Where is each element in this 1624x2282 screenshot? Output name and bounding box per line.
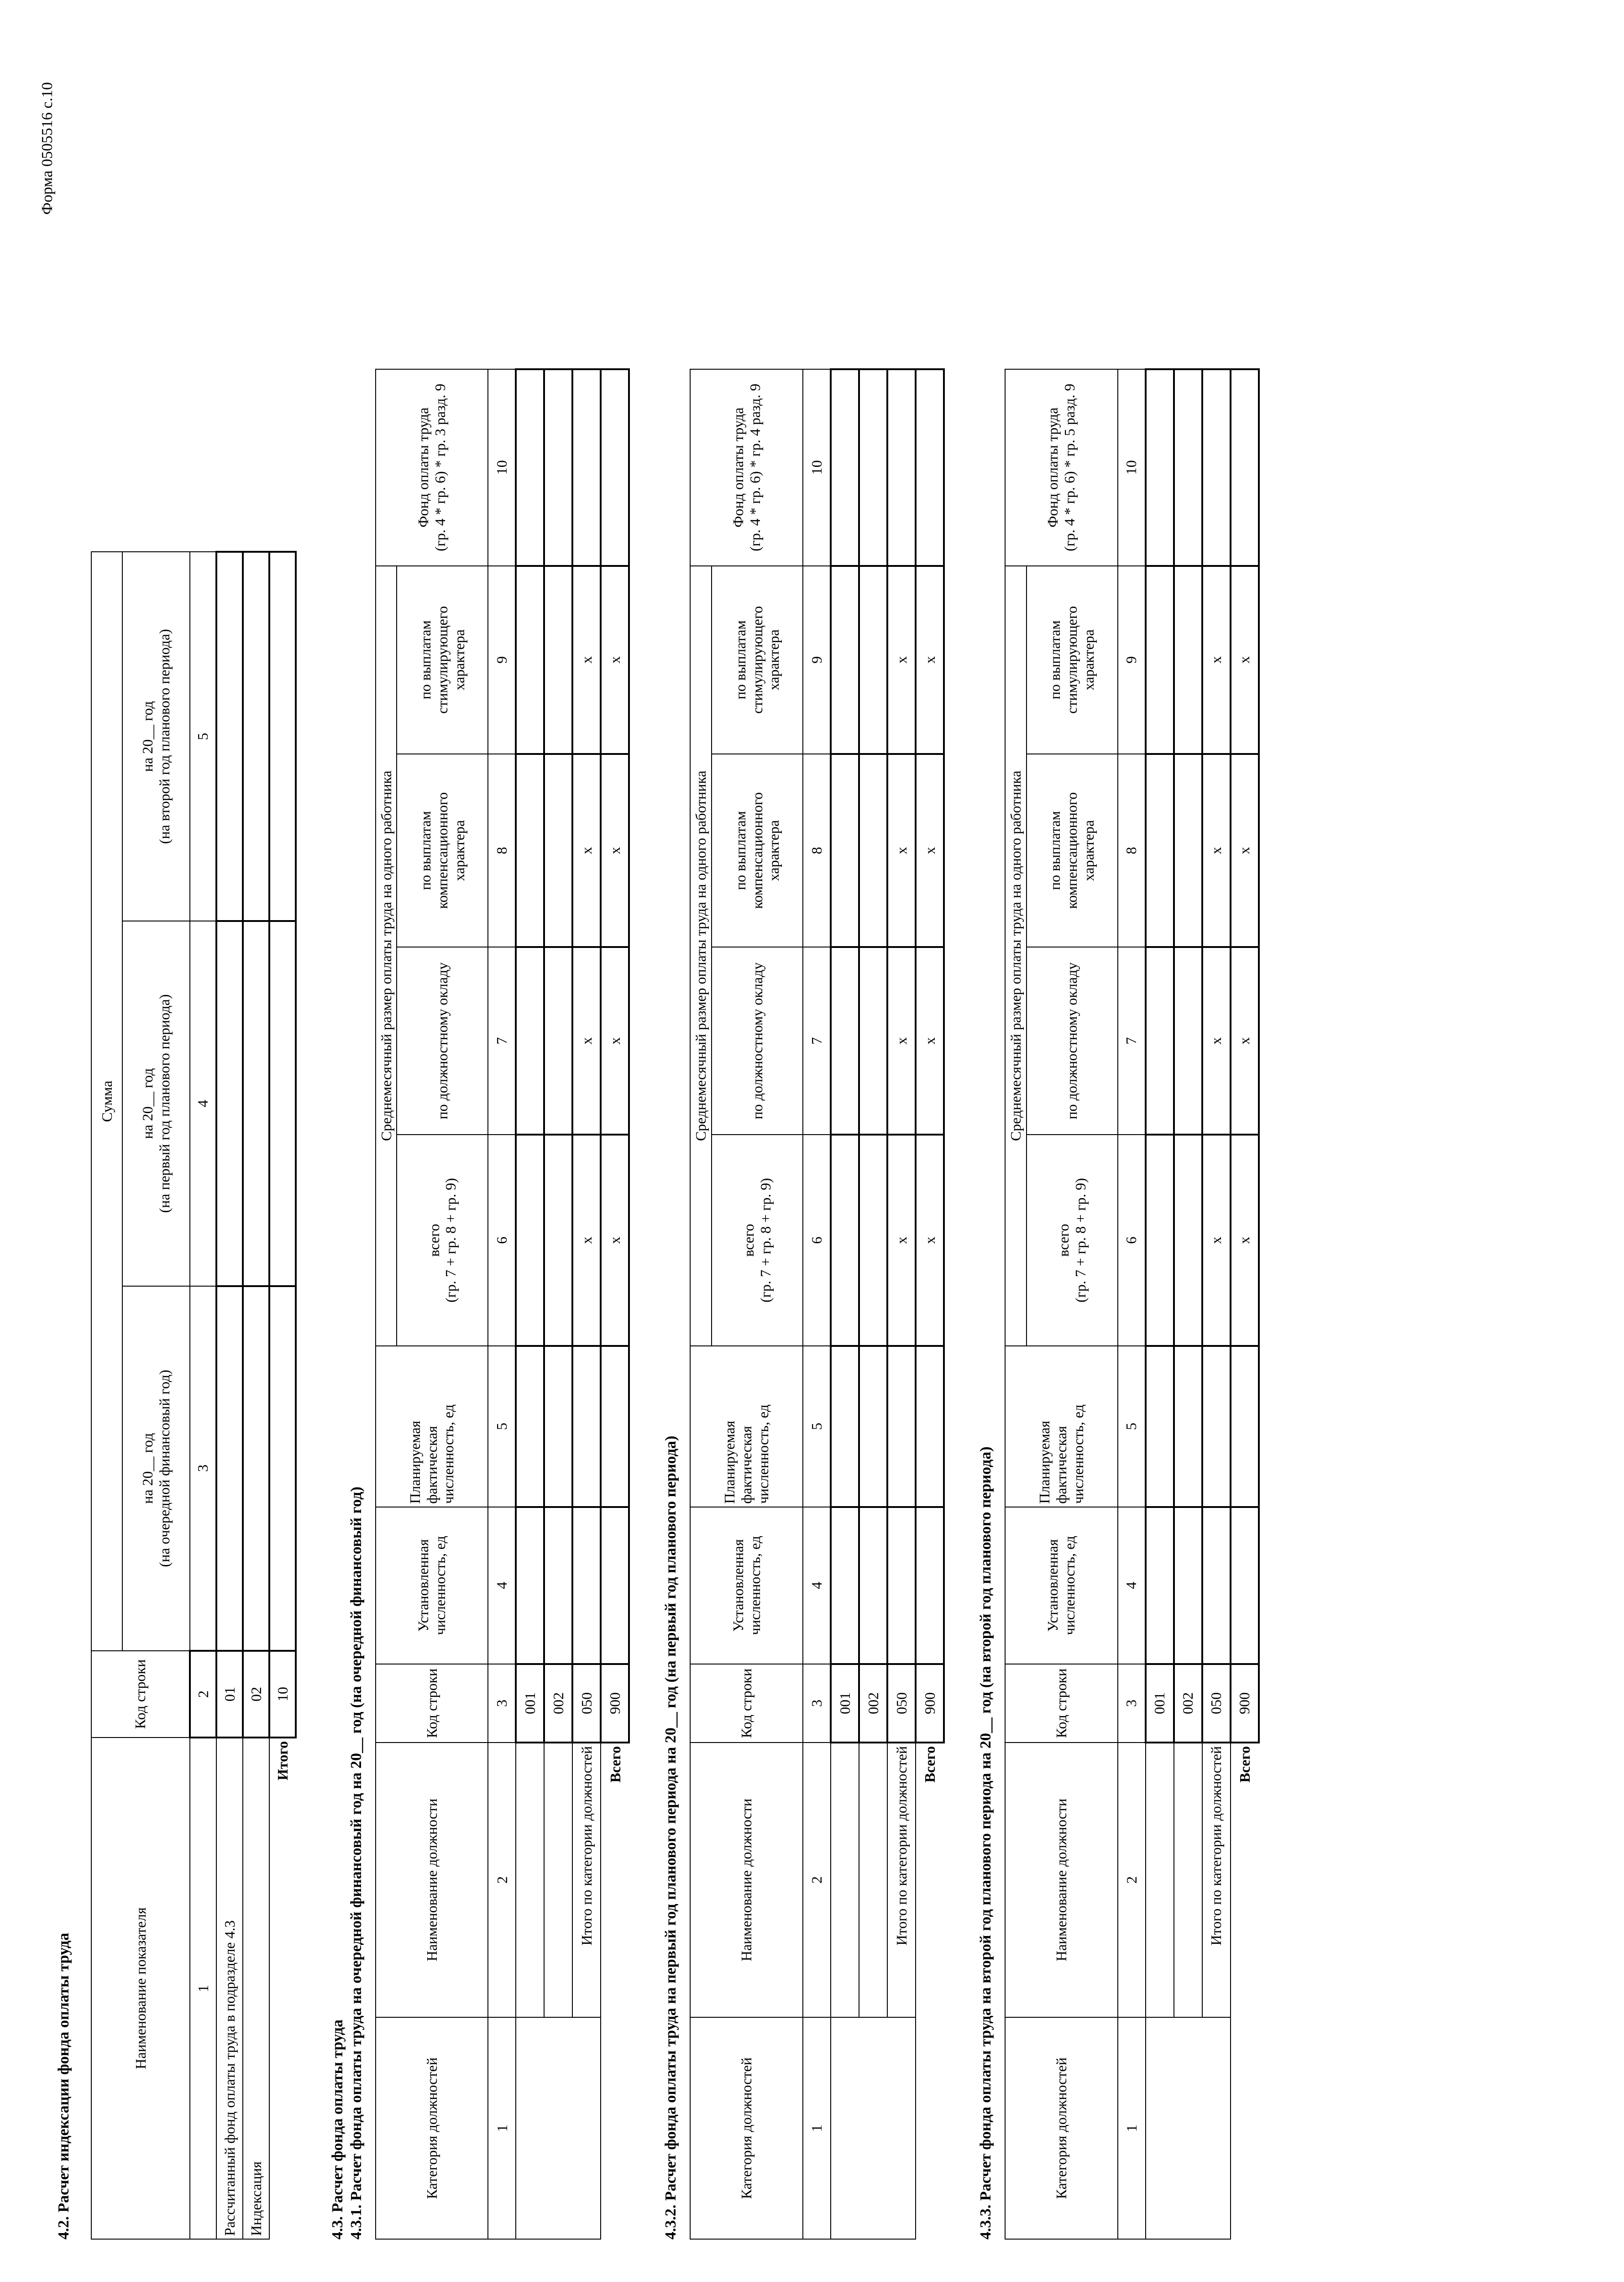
total-code: 10: [269, 1651, 296, 1738]
x-cell: x: [1202, 754, 1231, 947]
x-cell: x: [1231, 1135, 1259, 1346]
col-num: 2: [1118, 1743, 1146, 2017]
category-cell[interactable]: [831, 2017, 916, 2239]
grand-total-label: Всего: [607, 1746, 623, 1783]
col-planned: Планируемая фактическая численность, ед: [376, 1346, 488, 1507]
col-code: Код строки: [376, 1664, 488, 1743]
value-cell[interactable]: [1231, 1507, 1259, 1664]
section-4-3-3: [977, 82, 1260, 2240]
table-row: [243, 552, 269, 2239]
table-row: [887, 369, 916, 2239]
value-cell[interactable]: [216, 921, 243, 1286]
table-row: [516, 369, 544, 2239]
x-cell: x: [1202, 566, 1231, 754]
col-avg-group: Среднемесячный размер оплаты труда на одного работника: [376, 566, 397, 1346]
col-total: всего (гр. 7 + гр. 8 + гр. 9): [712, 1135, 803, 1346]
value-cell[interactable]: [1146, 754, 1174, 947]
value-cell[interactable]: [1146, 1135, 1174, 1346]
col-compensation: по выплатам компенсационного характера: [712, 754, 803, 947]
x-cell: x: [1231, 947, 1259, 1135]
col-established: Установленная численность, ед: [690, 1507, 803, 1664]
col-num: 3: [1118, 1664, 1146, 1743]
row-code: 002: [1174, 1664, 1202, 1743]
col-num: 9: [803, 566, 831, 754]
col-sum: Сумма: [91, 552, 122, 1651]
value-cell[interactable]: [516, 369, 544, 566]
value-cell[interactable]: [1202, 1507, 1231, 1664]
subtotal-label: Итого по категории должностей: [572, 1743, 601, 2017]
col-salary: по должностному окладу: [1027, 947, 1118, 1135]
value-cell[interactable]: [1202, 369, 1231, 566]
value-cell[interactable]: [269, 921, 296, 1286]
row-code: 002: [544, 1664, 572, 1743]
table-row: [1202, 369, 1231, 2239]
value-cell[interactable]: [887, 1346, 916, 1507]
value-cell[interactable]: [916, 1346, 944, 1507]
col-num: 2: [803, 1743, 831, 2017]
table-row: [1174, 369, 1202, 2239]
value-cell[interactable]: [572, 1507, 601, 1664]
col-num: 9: [488, 566, 516, 754]
value-cell[interactable]: [572, 369, 601, 566]
col-num: 4: [803, 1507, 831, 1664]
x-cell: x: [572, 566, 601, 754]
value-cell[interactable]: [1174, 1135, 1202, 1346]
value-cell[interactable]: [269, 552, 296, 921]
value-cell[interactable]: [243, 1286, 269, 1651]
section-4-3-1-title: 4.3.1. Расчет фонда оплаты труда на очередной финансовый год на 20__ год (на очередной финансовый год): [347, 1486, 365, 2240]
col-category: Категория должностей: [1005, 2017, 1118, 2239]
col-num: 2: [488, 1743, 516, 2017]
value-cell[interactable]: [516, 566, 544, 754]
value-cell[interactable]: [1174, 1346, 1202, 1507]
col-salary: по должностному окладу: [712, 947, 803, 1135]
position-cell[interactable]: [1146, 1743, 1174, 2017]
col-planned: Планируемая фактическая численность, ед: [1005, 1346, 1118, 1507]
value-cell[interactable]: [243, 921, 269, 1286]
col-code: Код строки: [1005, 1664, 1118, 1743]
row-code: 001: [831, 1664, 859, 1743]
row-code: 050: [572, 1664, 601, 1743]
wage-fund-table-2: [690, 368, 945, 2240]
col-num: 8: [488, 754, 516, 947]
row-code: 050: [887, 1664, 916, 1743]
x-cell: x: [601, 1135, 629, 1346]
col-position: Наименование должности: [1005, 1743, 1118, 2017]
table-row: [572, 369, 601, 2239]
value-cell[interactable]: [1174, 369, 1202, 566]
x-cell: x: [887, 947, 916, 1135]
section-4-3-title: 4.3. Расчет фонда оплаты труда: [329, 2019, 346, 2240]
value-cell[interactable]: [859, 369, 887, 566]
col-num: 3: [488, 1664, 516, 1743]
col-avg-group: Среднемесячный размер оплаты труда на одного работника: [690, 566, 712, 1346]
x-cell: x: [572, 947, 601, 1135]
value-cell[interactable]: [544, 947, 572, 1135]
table-row: [269, 552, 296, 2239]
col-num: 7: [1118, 947, 1146, 1135]
subtotal-label: Итого по категории должностей: [887, 1743, 916, 2017]
section-4-3-2-title: 4.3.2. Расчет фонда оплаты труда на первый год планового периода на 20__ год (на первый год планового периода): [662, 1435, 680, 2240]
value-cell[interactable]: [1231, 1346, 1259, 1507]
value-cell[interactable]: [269, 1286, 296, 1651]
col-planned: Планируемая фактическая численность, ед: [690, 1346, 803, 1507]
value-cell[interactable]: [516, 1135, 544, 1346]
row-code: 02: [243, 1651, 269, 1738]
col-num: 8: [1118, 754, 1146, 947]
value-cell[interactable]: [859, 754, 887, 947]
table-row: [601, 369, 629, 2239]
table-row: [544, 369, 572, 2239]
col-num: 5: [803, 1346, 831, 1507]
value-cell[interactable]: [243, 552, 269, 921]
value-cell[interactable]: [516, 1346, 544, 1507]
col-num: 4: [488, 1507, 516, 1664]
col-year-plan2: на 20__ год (на второй год планового периода): [122, 552, 190, 921]
col-category: Категория должностей: [690, 2017, 803, 2239]
section-4-2-title: 4.2. Расчет индексации фонда оплаты труда: [55, 1932, 72, 2240]
value-cell[interactable]: [516, 947, 544, 1135]
col-num: 10: [488, 369, 516, 566]
x-cell: x: [572, 1135, 601, 1346]
value-cell[interactable]: [859, 1507, 887, 1664]
col-num: 7: [488, 947, 516, 1135]
col-fund: Фонд оплаты труда (гр. 4 * гр. 6) * гр. 5 разд. 9: [1005, 369, 1118, 566]
grand-total-label: Всего: [922, 1746, 938, 1783]
value-cell[interactable]: [544, 1346, 572, 1507]
x-cell: x: [1231, 754, 1259, 947]
value-cell[interactable]: [544, 1135, 572, 1346]
value-cell[interactable]: [1146, 369, 1174, 566]
x-cell: x: [916, 947, 944, 1135]
value-cell[interactable]: [1231, 369, 1259, 566]
col-num: 5: [488, 1346, 516, 1507]
value-cell[interactable]: [831, 1346, 859, 1507]
table-row: [916, 369, 944, 2239]
position-cell[interactable]: [1174, 1743, 1202, 2017]
row-code: 900: [1231, 1664, 1259, 1743]
col-num: 4: [190, 921, 216, 1286]
col-year-current: на 20__ год (на очередной финансовый год): [122, 1286, 190, 1651]
value-cell[interactable]: [859, 1135, 887, 1346]
value-cell[interactable]: [544, 1507, 572, 1664]
col-num: 7: [803, 947, 831, 1135]
value-cell[interactable]: [859, 947, 887, 1135]
value-cell[interactable]: [544, 754, 572, 947]
col-established: Установленная численность, ед: [1005, 1507, 1118, 1664]
value-cell[interactable]: [831, 1507, 859, 1664]
row-code: 01: [216, 1651, 243, 1738]
col-fund: Фонд оплаты труда (гр. 4 * гр. 6) * гр. 4 разд. 9: [690, 369, 803, 566]
col-num: 1: [190, 1738, 216, 2239]
x-cell: x: [916, 1135, 944, 1346]
value-cell[interactable]: [544, 369, 572, 566]
value-cell[interactable]: [916, 369, 944, 566]
row-code: 001: [1146, 1664, 1174, 1743]
col-row-code: Код строки: [91, 1651, 190, 1738]
value-cell[interactable]: [831, 754, 859, 947]
col-compensation: по выплатам компенсационного характера: [1027, 754, 1118, 947]
col-stimulating: по выплатам стимулирующего характера: [397, 566, 488, 754]
col-num: 5: [190, 552, 216, 921]
x-cell: x: [1202, 1135, 1231, 1346]
x-cell: x: [601, 566, 629, 754]
value-cell[interactable]: [1146, 1346, 1174, 1507]
value-cell[interactable]: [1202, 1346, 1231, 1507]
col-num: 6: [803, 1135, 831, 1346]
col-total: всего (гр. 7 + гр. 8 + гр. 9): [1027, 1135, 1118, 1346]
position-cell[interactable]: [831, 1743, 859, 2017]
total-label: Итого: [274, 1741, 291, 1780]
value-cell[interactable]: [831, 369, 859, 566]
value-cell[interactable]: [887, 369, 916, 566]
col-avg-group: Среднемесячный размер оплаты труда на одного работника: [1005, 566, 1027, 1346]
value-cell[interactable]: [516, 754, 544, 947]
value-cell[interactable]: [1174, 947, 1202, 1135]
col-num: 1: [488, 2017, 516, 2239]
value-cell[interactable]: [1146, 566, 1174, 754]
col-fund: Фонд оплаты труда (гр. 4 * гр. 6) * гр. 3 разд. 9: [376, 369, 488, 566]
col-total: всего (гр. 7 + гр. 8 + гр. 9): [397, 1135, 488, 1346]
col-num: 8: [803, 754, 831, 947]
col-stimulating: по выплатам стимулирующего характера: [1027, 566, 1118, 754]
value-cell[interactable]: [1174, 566, 1202, 754]
table-row: [859, 369, 887, 2239]
col-compensation: по выплатам компенсационного характера: [397, 754, 488, 947]
table-row: [1231, 369, 1259, 2239]
value-cell[interactable]: [1174, 754, 1202, 947]
col-stimulating: по выплатам стимулирующего характера: [712, 566, 803, 754]
value-cell[interactable]: [887, 1507, 916, 1664]
x-cell: x: [887, 1135, 916, 1346]
category-cell[interactable]: [1146, 2017, 1231, 2239]
table-row: [831, 369, 859, 2239]
row-code: 050: [1202, 1664, 1231, 1743]
col-salary: по должностному окладу: [397, 947, 488, 1135]
col-num: 10: [803, 369, 831, 566]
value-cell[interactable]: [601, 1507, 629, 1664]
x-cell: x: [1231, 566, 1259, 754]
value-cell[interactable]: [216, 1286, 243, 1651]
value-cell[interactable]: [831, 947, 859, 1135]
row-code: 900: [916, 1664, 944, 1743]
col-year-plan1: на 20__ год (на первый год планового периода): [122, 921, 190, 1286]
section-4-3-3-title: 4.3.3. Расчет фонда оплаты труда на второй год планового периода на 20__ год (на второй год планового периода): [977, 1446, 995, 2240]
col-position: Наименование должности: [690, 1743, 803, 2017]
x-cell: x: [916, 754, 944, 947]
table-row: [216, 552, 243, 2239]
col-code: Код строки: [690, 1664, 803, 1743]
row-code: 900: [601, 1664, 629, 1743]
col-num: 6: [488, 1135, 516, 1346]
row-code: 002: [859, 1664, 887, 1743]
value-cell[interactable]: [216, 552, 243, 921]
value-cell[interactable]: [516, 1507, 544, 1664]
x-cell: x: [601, 754, 629, 947]
x-cell: x: [887, 754, 916, 947]
value-cell[interactable]: [1146, 947, 1174, 1135]
row-code: 001: [516, 1664, 544, 1743]
value-cell[interactable]: [572, 1346, 601, 1507]
x-cell: x: [887, 566, 916, 754]
row-name: Индексация: [243, 1738, 269, 2239]
section-4-3-1: [347, 82, 630, 2240]
value-cell[interactable]: [831, 566, 859, 754]
col-num: 9: [1118, 566, 1146, 754]
position-cell[interactable]: [544, 1743, 572, 2017]
col-num: 3: [190, 1286, 216, 1651]
grand-total-label: Всего: [1236, 1746, 1253, 1783]
value-cell[interactable]: [1146, 1507, 1174, 1664]
value-cell[interactable]: [601, 1346, 629, 1507]
x-cell: x: [601, 947, 629, 1135]
position-cell[interactable]: [516, 1743, 544, 2017]
col-num: 1: [803, 2017, 831, 2239]
col-num: 3: [803, 1664, 831, 1743]
indexation-table: [91, 551, 297, 2240]
col-position: Наименование должности: [376, 1743, 488, 2017]
position-cell[interactable]: [859, 1743, 887, 2017]
value-cell[interactable]: [544, 566, 572, 754]
x-cell: x: [916, 566, 944, 754]
col-num: 5: [1118, 1346, 1146, 1507]
wage-fund-table-3: [1005, 368, 1260, 2240]
x-cell: x: [572, 754, 601, 947]
section-4-3-2: [662, 82, 945, 2240]
wage-fund-table-1: [375, 368, 630, 2240]
row-name: Рассчитанный фонд оплаты труда в подразделе 4.3: [216, 1738, 243, 2239]
col-num: 2: [190, 1651, 216, 1738]
section-4-3: [329, 82, 347, 2240]
value-cell[interactable]: [859, 1346, 887, 1507]
col-established: Установленная численность, ед: [376, 1507, 488, 1664]
value-cell[interactable]: [1174, 1507, 1202, 1664]
table-row: [1146, 369, 1174, 2239]
col-num: 4: [1118, 1507, 1146, 1664]
form-code: Форма 0505516 с.10: [39, 82, 56, 215]
value-cell[interactable]: [916, 1507, 944, 1664]
col-num: 6: [1118, 1135, 1146, 1346]
subtotal-label: Итого по категории должностей: [1202, 1743, 1231, 2017]
form-body: [55, 82, 1260, 2240]
col-category: Категория должностей: [376, 2017, 488, 2239]
value-cell[interactable]: [831, 1135, 859, 1346]
col-indicator-name: Наименование показателя: [91, 1738, 190, 2239]
col-num: 1: [1118, 2017, 1146, 2239]
category-cell[interactable]: [516, 2017, 601, 2239]
value-cell[interactable]: [601, 369, 629, 566]
x-cell: x: [1202, 947, 1231, 1135]
col-num: 10: [1118, 369, 1146, 566]
value-cell[interactable]: [859, 566, 887, 754]
